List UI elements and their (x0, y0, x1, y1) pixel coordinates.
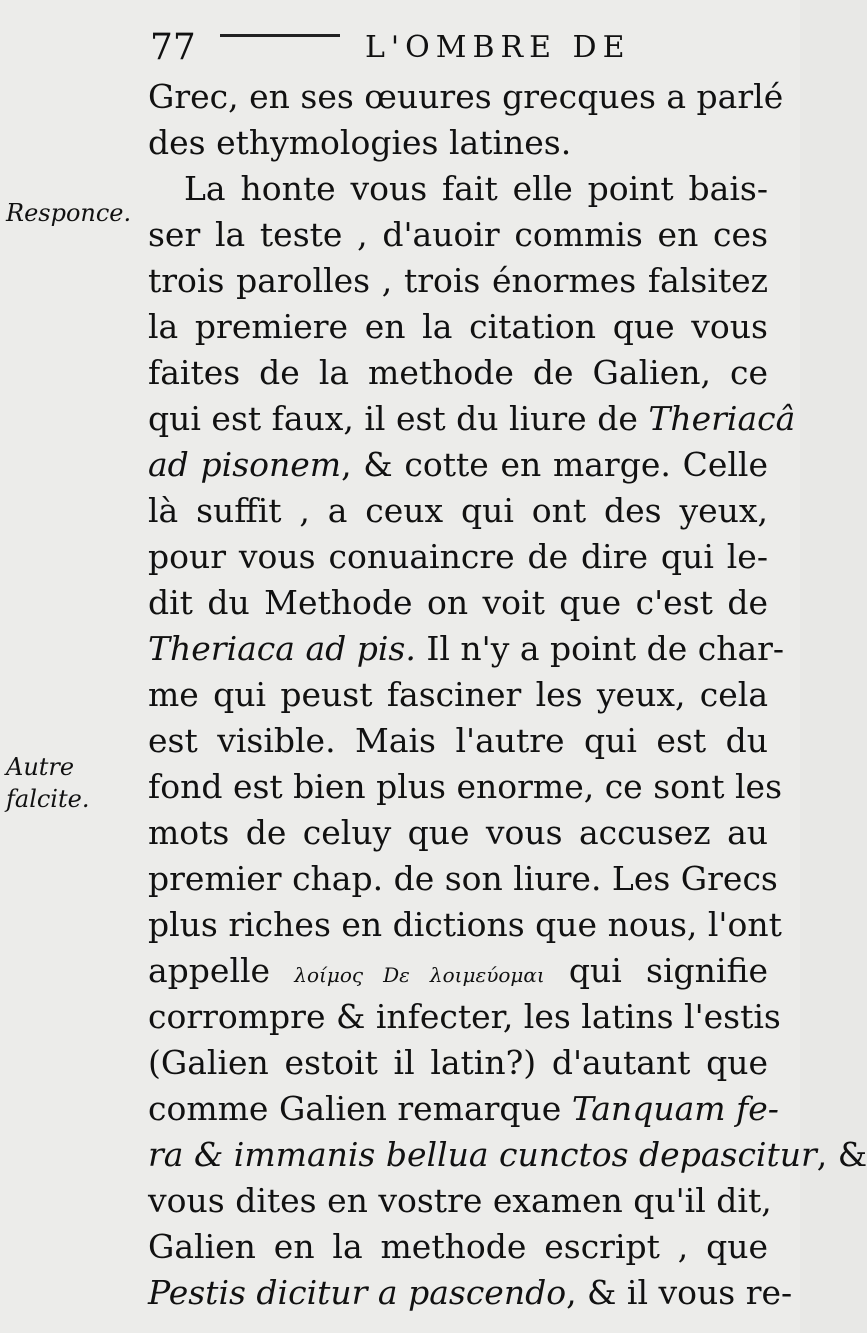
text-line: plus riches en dictions que nous, l'ont (148, 905, 782, 944)
text-line: premier chap. de son liure. Les Grecs (148, 859, 778, 898)
margin-note-autre: Autre (6, 753, 75, 781)
text-line: vous dites en vostre examen qu'il dit, (148, 1181, 772, 1220)
body-text (148, 74, 867, 1316)
text-line: trois parolles , trois énormes falsitez (148, 261, 768, 300)
page-number: 77 (150, 27, 196, 68)
text-line: là suffit , a ceux qui ont des yeux, (148, 491, 768, 530)
italic-text-run: ad pisonem (148, 445, 342, 484)
text-line: dit du Methode on voit que c'est de (148, 583, 768, 622)
text-line: ser la teste , d'auoir commis en ces (148, 215, 768, 254)
margin-note-falcite: falcite. (6, 785, 90, 813)
text-line (148, 442, 768, 488)
header-rule (220, 34, 340, 37)
page-header (150, 26, 770, 70)
text-line: Grec, en ses œuures grecques a parlé (148, 77, 784, 116)
text-line: Galien en la methode escript , que (148, 1227, 768, 1266)
italic-text-run: Theriacâ (648, 399, 796, 438)
text-line: La honte vous fait elle point bais- (184, 169, 768, 208)
text-run: comme Galien remarque (148, 1089, 572, 1128)
text-line (148, 948, 768, 994)
text-line (148, 626, 785, 672)
text-run: appelle (148, 951, 295, 990)
text-line: des ethymologies latines. (148, 123, 572, 162)
text-line: corrompre & infecter, les latins l'estis (148, 997, 781, 1036)
text-line: pour vous conuaincre de dire qui le- (148, 537, 768, 576)
text-run: qui signifie (544, 951, 768, 990)
text-line (148, 1270, 793, 1316)
italic-text-run: Tanquam fe- (571, 1089, 779, 1128)
text-run: qui est faux, il est du liure de (148, 399, 649, 438)
text-run: , & (816, 1135, 867, 1174)
italic-text-run: ra & immanis bellua cunctos depascitur (148, 1135, 817, 1174)
text-run: , & cotte en marge. Celle (341, 445, 768, 484)
text-run: Il n'y a point de char- (415, 629, 785, 668)
text-line: mots de celuy que vous accusez au (148, 813, 768, 852)
text-line (148, 1132, 867, 1178)
italic-text-run: Theriaca ad pis. (148, 629, 416, 668)
text-line (148, 1086, 779, 1132)
italic-text-run: Pestis dicitur a pascendo (148, 1273, 567, 1312)
text-line: la premiere en la citation que vous (148, 307, 768, 346)
margin-note-responce: Responce. (6, 199, 132, 227)
text-line: fond est bien plus enorme, ce sont les (148, 767, 783, 806)
text-line: me qui peust fasciner les yeux, cela (148, 675, 768, 714)
text-line: est visible. Mais l'autre qui est du (148, 721, 768, 760)
text-run: , & il vous re- (566, 1273, 793, 1312)
text-line (148, 396, 796, 442)
text-line: (Galien estoit il latin?) d'autant que (148, 1043, 768, 1082)
running-title: L'OMBRE DE (365, 30, 631, 65)
greek-text-run: λοίμος Dε λοιμεύομαι (294, 963, 545, 987)
text-line: faites de la methode de Galien, ce (148, 353, 768, 392)
